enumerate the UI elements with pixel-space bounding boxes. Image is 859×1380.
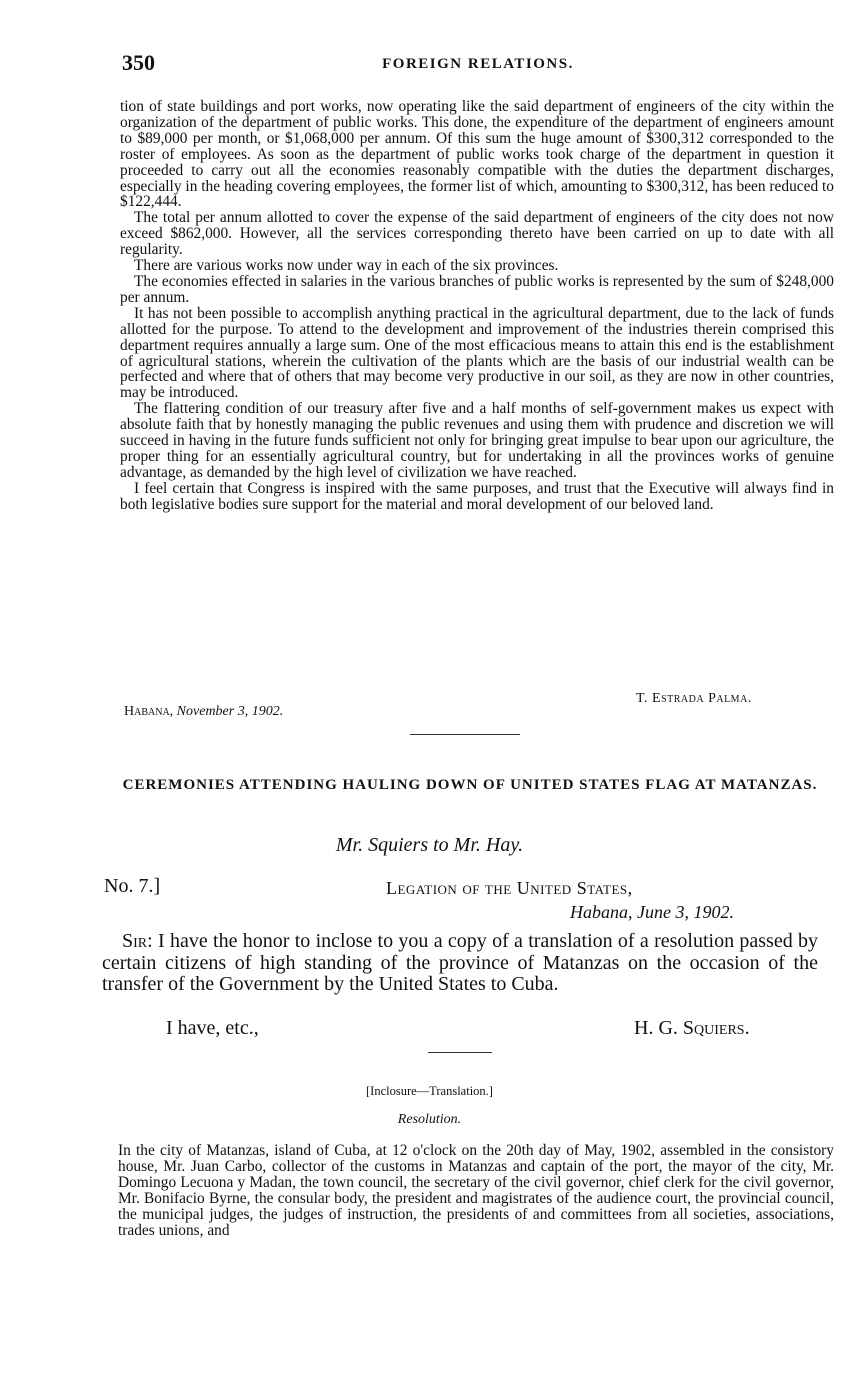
resolution-body [118,1143,834,1238]
letter-body [102,931,818,996]
paragraph: The flattering condition of our treasury after five and a half months of self-government makes us expect with absolute faith that by honestly managing the public revenues and using them with prudence and discretion we will succeed in having in the future funds sufficient not only for bringing great impulse to bear upon our agriculture, the proper thing for an essentially agricultural country, but for undertaking in all the provinces works of genuine advantage, as demanded by the high level of civilization we have reached. [120,400,834,481]
salutation: Sir: [122,930,153,952]
letter-text: I have the honor to inclose to you a copy of a translation of a resolution passed by certain citizens of high standing of the province of Matanzas on the occasion of the transfer of the Government by the United States to Cuba. [102,930,818,995]
paragraph: It has not been possible to accomplish anything practical in the agricultural department, due to the lack of funds allotted for the purpose. To attend to the development and improvement of the industries therein comprised this department requires annually a large sum. One of the most efficacious means to attain this end is the establishment of agricultural stations, wherein the cultivation of the plants which are the basis of our industrial wealth can be perfected and where that of others that may become very productive in our soil, as they are now in other countries, may be introduced. [120,304,834,402]
dateline-place: Habana, [124,704,174,719]
legation-line: Legation of the United States, [386,878,633,898]
page-number: 350 [122,50,155,75]
letter-paragraph [102,931,818,996]
letter-place-date: Habana, June 3, 1902. [570,902,734,922]
paragraph: There are various works now under way in each of the six provinces. [134,257,559,275]
short-divider [428,1052,492,1053]
message-body [120,99,834,513]
letter-closing: I have, etc., [166,1017,259,1039]
letter-signer: H. G. Squiers. [634,1017,750,1039]
signature: T. Estrada Palma. [636,691,752,706]
letter-number: No. 7.] [104,875,161,897]
resolution-title: Resolution. [397,1112,462,1127]
paragraph: The total per annum allotted to cover the expense of the said department of engineers of the city does not now exceed $862,000. However, all the services corresponding thereto have been carried on up to date with all regularity. [120,209,834,259]
section-divider [410,734,520,735]
resolution-paragraph: In the city of Matanzas, island of Cuba, at 12 o'clock on the 20th day of May, 1902, assembled in the consistory house, Mr. Juan Carbo, collector of the customs in Matanzas and captain of the port, the mayor of the city, Mr. Domingo Lecuona y Madan, the town council, the secretary of the civil governor, chief clerk for the civil governor, Mr. Bonifacio Byrne, the consular body, the president and magistrates of the audience court, the provincial council, the municipal judges, the judges of instruction, the presidents of and committees from all societies, associations, trades unions, and [118,1142,834,1239]
page-header [122,50,834,80]
paragraph: I feel certain that Congress is inspired with the same purposes, and trust that the Executive will always find in both legislative bodies sure support for the material and moral development of our beloved land. [120,479,834,513]
inclosure-label: [Inclosure—Translation.] [366,1084,493,1098]
dateline-date: November 3, 1902. [176,704,284,719]
section-title: CEREMONIES ATTENDING HAULING DOWN OF UNITED STATES FLAG AT MATANZAS. [122,777,818,793]
dateline [124,704,283,720]
paragraph: tion of state buildings and port works, now operating like the said department of engineers of the city within the organization of the department of public works. This done, the expenditure of the department of engineers amount to $89,000 per month, or $1,068,000 per annum. Of this sum the huge amount of $300,312 corresponded to the roster of employees. As soon as the department of public works took charge of the department in question it proceeded to carry out all the economies reasonably compatible with the duties the department discharges, especially in the heading covering employees, the former list of which, amounting to $300,312, has been reduced to $122,444. [120,98,834,211]
running-head: FOREIGN RELATIONS. [382,56,574,72]
letter-heading: Mr. Squiers to Mr. Hay. [335,834,524,856]
paragraph: The economies effected in salaries in the various branches of public works is represented by the sum of $248,000 per annum. [120,272,834,306]
